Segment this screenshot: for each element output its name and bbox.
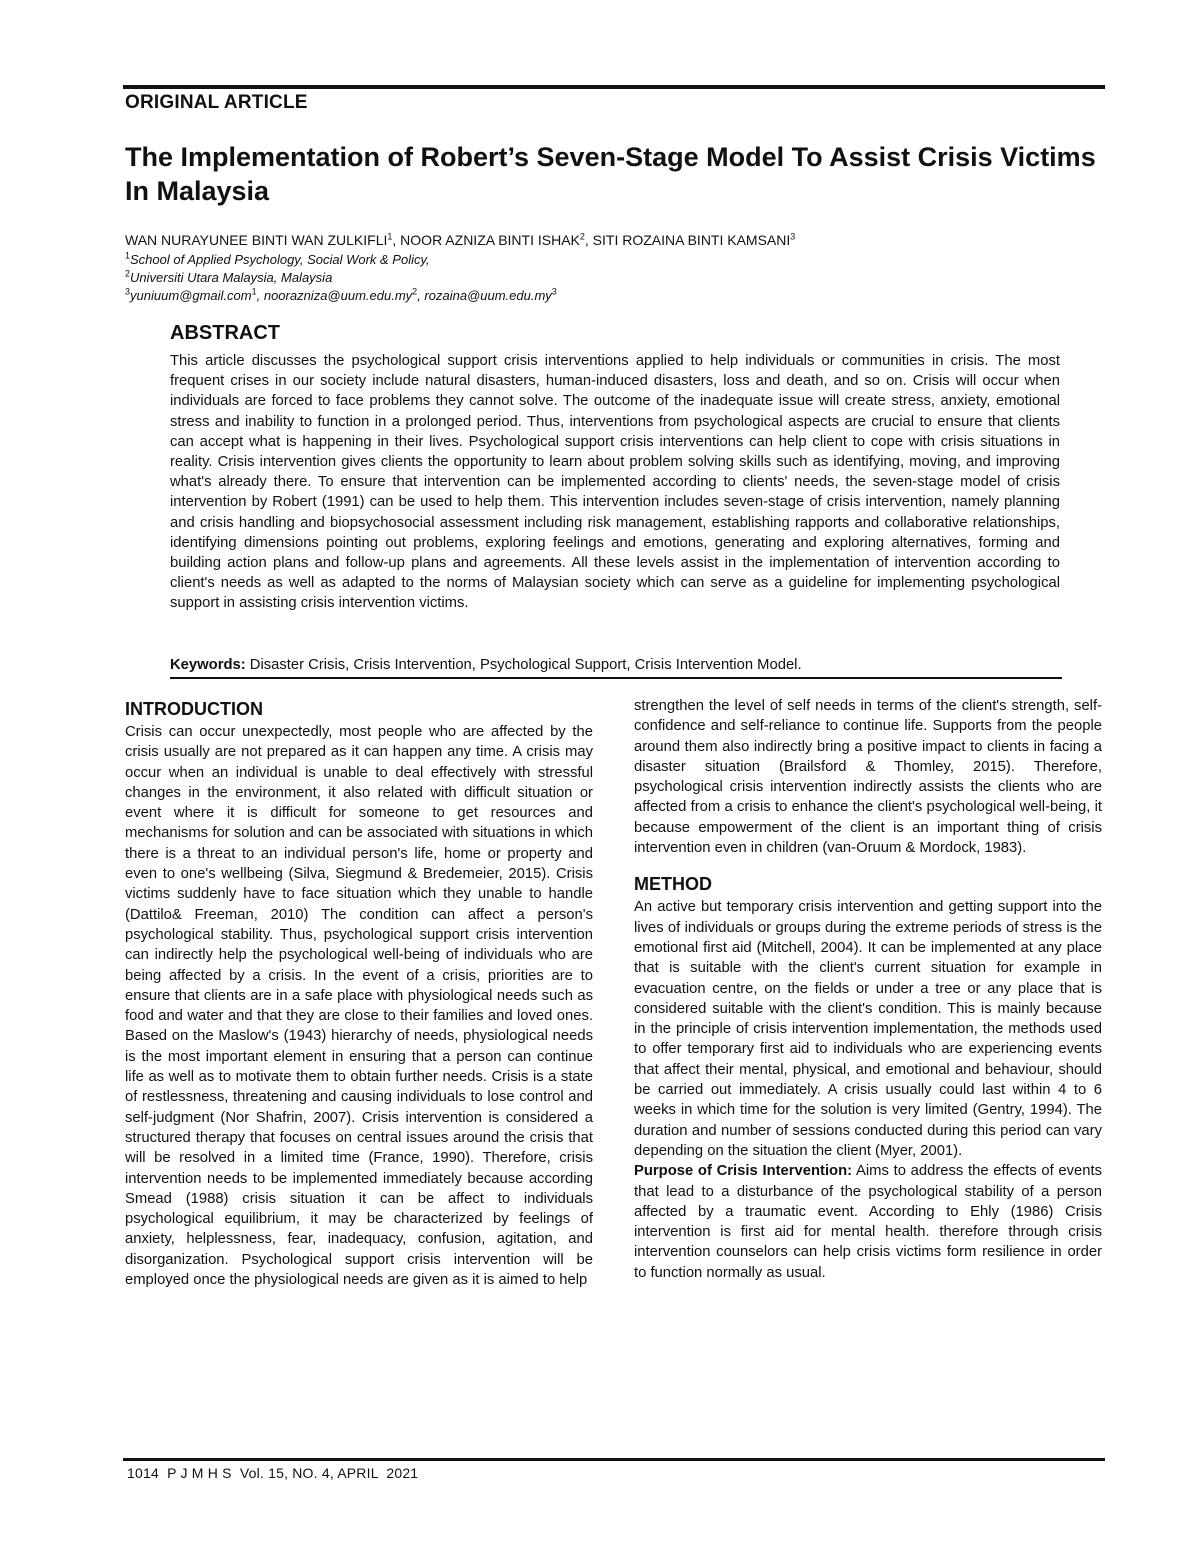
footer-rule xyxy=(123,1458,1105,1461)
affiliation-1-sup: 1 xyxy=(125,250,131,261)
top-rule xyxy=(123,85,1105,89)
abstract-divider xyxy=(170,677,1062,679)
article-title: The Implementation of Robert’s Seven-Stage Model To Assist Crisis Victims In Malaysia xyxy=(125,142,1096,206)
purpose-label: Purpose of Crisis Intervention: xyxy=(634,1163,853,1180)
author-2-sup: 2 xyxy=(579,231,585,242)
article-type-label: ORIGINAL ARTICLE xyxy=(125,92,308,113)
affiliation-2-sup: 2 xyxy=(125,268,131,279)
author-3-sup: 3 xyxy=(790,231,796,242)
right-column xyxy=(634,696,1102,1283)
method-heading: METHOD xyxy=(634,874,712,895)
author-2: , NOOR AZNIZA BINTI ISHAK xyxy=(392,232,580,248)
left-column xyxy=(125,696,593,1290)
author-list xyxy=(125,231,795,249)
abstract-body: This article discusses the psychological support crisis interventions applied to help individuals or communities in crisis. The most frequent crises in our society include natural disasters, human-induced disasters, loss and death, and so on. Crisis will occur when individuals are forced to face problems they cannot solve. The outcome of the inadequate issue will create stress, anxiety, emotional stress and inability to function in a prolonged period. Thus, interventions from psychological aspects are crucial to ensure that clients can accept what is happening in their lives. Psychological support crisis interventions can help client to cope with crisis situations in reality. Crisis intervention gives clients the opportunity to learn about problem solving skills such as identifying, moving, and improving what's already there. To ensure that intervention can be implemented according to clients' needs, the seven-stage model of crisis intervention by Robert (1991) can be used to help them. This intervention includes seven-stage of crisis intervention, namely planning and crisis handling and biopsychosocial assessment including risk management, establishing rapports and collaborative relationships, identifying dimensions pointing out problems, exploring feelings and emotions, generating and exploring alternatives, forming and building action plans and follow-up plans and agreements. All these levels assist in the implementation of intervention according to client's needs as well as adapted to the norms of Malaysian society which can serve as a guideline for implementing psychological support in assisting crisis intervention victims. xyxy=(170,353,1060,612)
email-2[interactable]: , noorazniza@uum.edu.my xyxy=(256,288,413,303)
email-line xyxy=(125,287,557,304)
introduction-heading: INTRODUCTION xyxy=(125,699,263,719)
email-1-sup: 1 xyxy=(251,286,257,297)
introduction-body-left: Crisis can occur unexpectedly, most people who are affected by the crisis usually are not prepared as it can happen any time. A crisis may occur when an individual is unable to deal effectively with stressful changes in the environment, it also related with difficult situation or event where it is difficult for someone to get resources and mechanisms for solution and can be associated with situations in which there is a threat to an individual person's life, home or property and even to one's wellbeing (Silva, Siegmund & Bredemeier, 2015). Crisis victims suddenly have to face situation which they unable to handle (Dattilo& Freeman, 2010) The condition can affect a person's psychological stability. Thus, psychological support crisis intervention can indirectly help the psychological well-being of individuals who are being affected by a crisis. In the event of a crisis, priorities are to ensure that clients are in a safe place with physiological needs such as food and water and that they are close to their families and loved ones. Based on the Maslow's (1943) hierarchy of needs, physiological needs is the most important element in ensuring that a person can continue life as well as to motivate them to obtain further needs. Crisis is a state of restlessness, threatening and causing individuals to lose control and self-judgment (Nor Shafrin, 2007). Crisis intervention is considered a structured therapy that focuses on central issues around the crisis that will be resolved in a limited time (France, 1990). Therefore, crisis intervention needs to be implemented immediately because according Smead (1988) crisis situation it can be affect to individuals psychological equilibrium, it may be characterized by feelings of anxiety, helplessness, fear, inadequacy, confusion, agitation, and disorganization. Psychological support crisis intervention will be employed once the physiological needs are given as it is aimed to help xyxy=(125,724,593,1289)
email-3[interactable]: , rozaina@uum.edu.my xyxy=(417,288,552,303)
affiliation-2 xyxy=(125,269,332,286)
affiliation-1 xyxy=(125,251,430,268)
purpose-body: Aims to address the effects of events that lead to a disturbance of the psychological stability of a person affected by a traumatic event. According to Ehly (1986) Crisis intervention is first aid for mental health. therefore through crisis intervention counselors can help crisis victims form resilience in order to function normally as usual. xyxy=(634,1163,1103,1281)
email-3-sup: 3 xyxy=(551,286,557,297)
purpose-paragraph xyxy=(634,1161,1102,1283)
page-footer: 1014 P J M H S Vol. 15, NO. 4, APRIL 2021 xyxy=(127,1465,419,1481)
email-line-sup: 3 xyxy=(125,286,131,297)
method-body: An active but temporary crisis intervention and getting support into the lives of individuals or groups during the extreme periods of stress is the emotional first aid (Mitchell, 2004). It can be implemented at any place that is suitable with the client's current situation for example in evacuation centre, on the fields or under a tree or any place that is considered suitable with the client's condition. This is mainly because in the principle of crisis intervention implementation, the methods used to offer temporary first aid to individuals who are experiencing events that affect their mental, physical, and emotional and behaviour, should be carried out immediately. A crisis usually could last within 4 to 6 weeks in which time for the solution is very limited (Gentry, 1994). The duration and number of sessions conducted during this period can vary depending on the situation the client (Myer, 2001). xyxy=(634,899,1102,1159)
affiliation-2-text: Universiti Utara Malaysia, Malaysia xyxy=(130,270,333,285)
email-2-sup: 2 xyxy=(412,286,418,297)
author-3: , SITI ROZAINA BINTI KAMSANI xyxy=(584,232,791,248)
keywords-label: Keywords: xyxy=(170,657,246,673)
affiliation-1-text: School of Applied Psychology, Social Work & Policy, xyxy=(130,252,430,267)
keywords-line xyxy=(170,655,802,675)
author-1-sup: 1 xyxy=(387,231,393,242)
email-1[interactable]: yuniuum@gmail.com xyxy=(130,288,252,303)
abstract-heading: ABSTRACT xyxy=(170,322,280,344)
keywords-text: Disaster Crisis, Crisis Intervention, Psychological Support, Crisis Intervention Model. xyxy=(245,657,802,673)
introduction-body-right: strengthen the level of self needs in terms of the client's strength, self-confidence and self-reliance to continue life. Supports from the people around them also indirectly bring a positive impact to clients in facing a disaster situation (Brailsford & Thomley, 2015). Therefore, psychological crisis intervention indirectly assists the clients who are affected from a crisis to enhance the client's psychological well-being, it because empowerment of the client is an important thing of crisis intervention even in children (van-Oruum & Mordock, 1983). xyxy=(634,698,1102,857)
author-1: WAN NURAYUNEE BINTI WAN ZULKIFLI xyxy=(125,232,388,248)
